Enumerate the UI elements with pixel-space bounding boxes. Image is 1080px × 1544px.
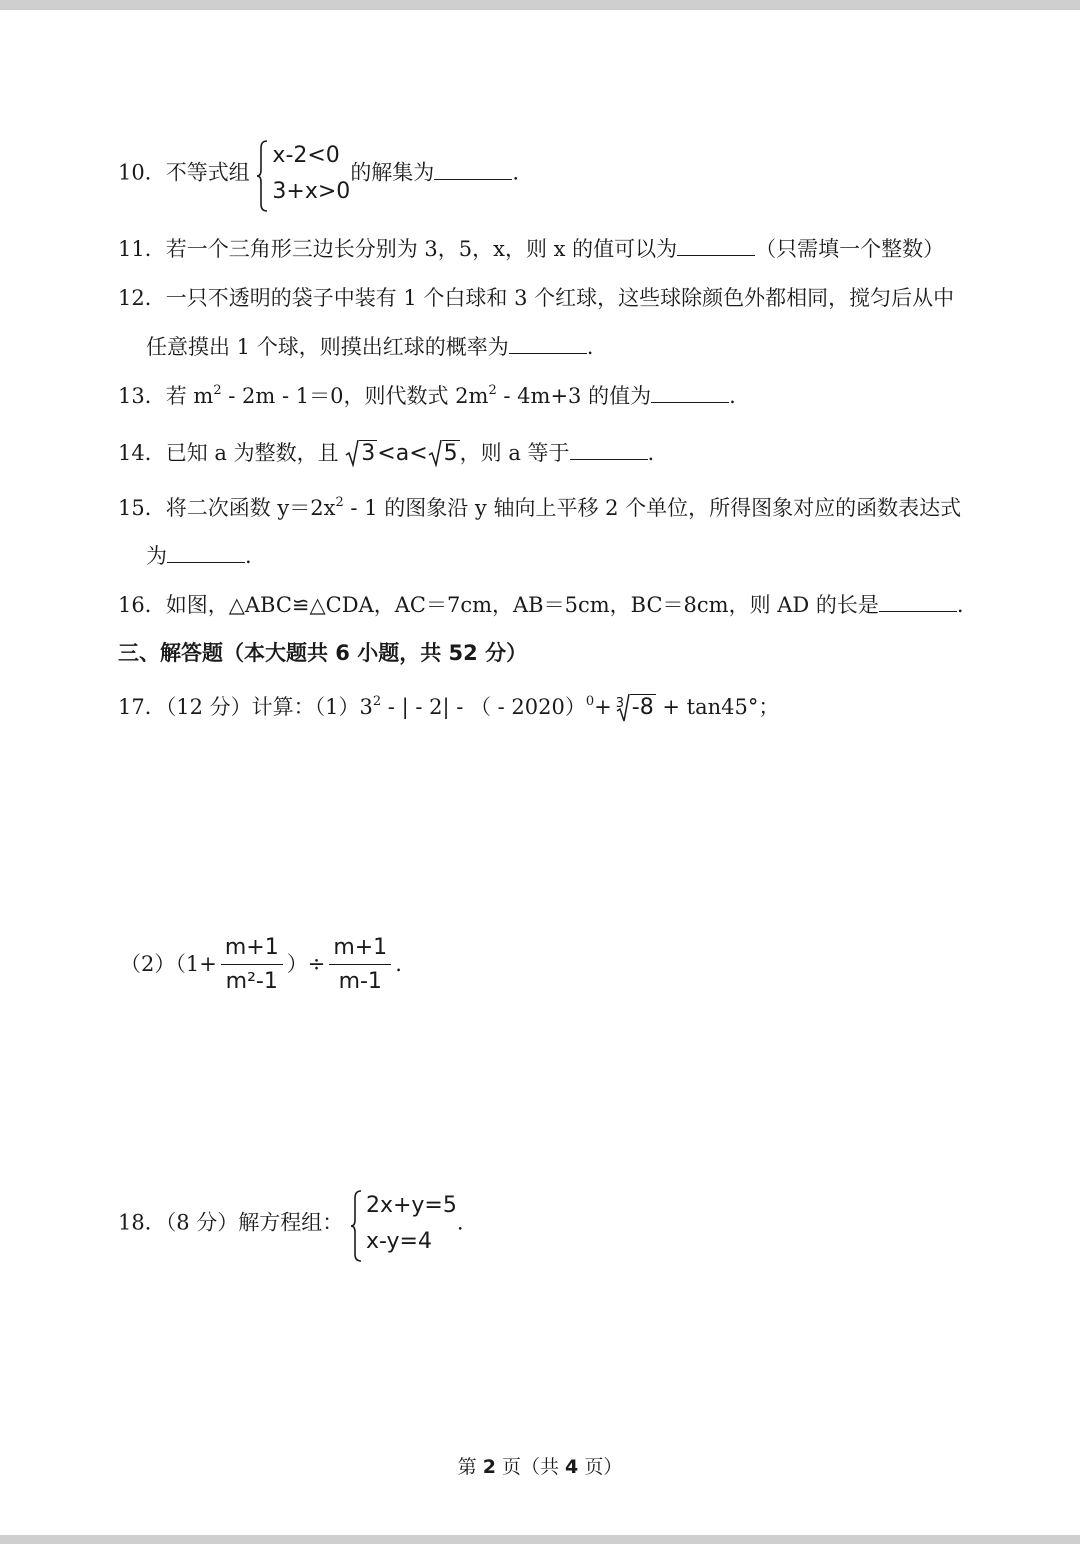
cube-root-neg-8: 3 -8 (616, 693, 656, 723)
question-15-line2: 为 . (146, 544, 252, 568)
radical-icon (616, 693, 630, 723)
question-14: 14．已知 a 为整数，且 3<a< 5，则 a 等于 . (118, 438, 654, 469)
answer-blank (651, 382, 729, 403)
top-border (0, 0, 1080, 10)
fraction-1: $\frac{m+1}{\text{m²-1}}$ (221, 932, 283, 999)
question-11: 11．若一个三角形三边长分别为 3，5，x，则 x 的值可以为 （只需填一个整数） (118, 237, 945, 261)
equation-system (350, 1188, 457, 1260)
total-pages: 4 (565, 1456, 579, 1478)
page-number: 2 (482, 1456, 496, 1478)
answer-blank (434, 159, 512, 180)
question-10: 10．不等式组 x-2<0 3+x>0 的解集为 . (118, 138, 519, 210)
answer-blank (509, 333, 587, 354)
question-13: 13．若 $m^2 - 2m - 1=0$，则代数式 $2m^2 - 4m+3$ 的值为 . (118, 383, 736, 408)
section-heading: 三、解答题（本大题共 6 小题，共 52 分） (118, 641, 528, 665)
page-footer: 第 2 页（共 4 页） (457, 1456, 623, 1478)
question-12-line1: 12．一只不透明的袋子中装有 1 个白球和 3 个红球，这些球除颜色外都相同，搅匀后从中 (118, 286, 955, 310)
equation-2: x-y=4 (365, 1229, 432, 1254)
question-18: 18．（8 分）解方程组： 2x+y=5 x-y=4 . (118, 1188, 464, 1260)
inequality-2: 3+x>0 (272, 179, 351, 204)
question-12-line2: 任意摸出 1 个球，则摸出红球的概率为 . (146, 335, 594, 359)
question-17-part1: 17．（12 分）计算：$(1)3^2$ - | - 2| - （ - 2020）$^0$+ 3 -8 + tan45°； (118, 692, 779, 723)
radical-icon (428, 439, 442, 467)
answer-blank (570, 439, 648, 460)
question-15-line1: 15．将二次函数 $y=2x^2 - 1$ 的图象沿 y 轴向上平移 2 个单位，所得图象对应的函数表达式 (118, 495, 962, 520)
brace-icon (350, 1190, 362, 1262)
answer-blank (677, 235, 755, 256)
sqrt-5: 5 (428, 439, 460, 469)
answer-blank (879, 591, 957, 612)
sqrt-3: 3 (345, 439, 377, 469)
question-17-part2: （2）（1+ $\frac{m+1}{\text{m²-1}}$ ）÷ $\frac{m+1}{m-1}$ . (120, 932, 402, 999)
brace-icon (256, 140, 268, 212)
equation-1: 2x+y=5 (365, 1193, 457, 1218)
question-16: 16．如图，△ABC≌△CDA，AC＝7cm，AB＝5cm，BC＝8cm，则 AD 的长是 . (118, 593, 964, 617)
radical-icon (345, 439, 359, 467)
answer-blank (167, 542, 245, 563)
inequality-1: x-2<0 (272, 143, 340, 168)
inequality-system (256, 138, 350, 210)
bottom-border (0, 1535, 1080, 1544)
fraction-2: $\frac{m+1}{m-1}$ (329, 932, 391, 999)
